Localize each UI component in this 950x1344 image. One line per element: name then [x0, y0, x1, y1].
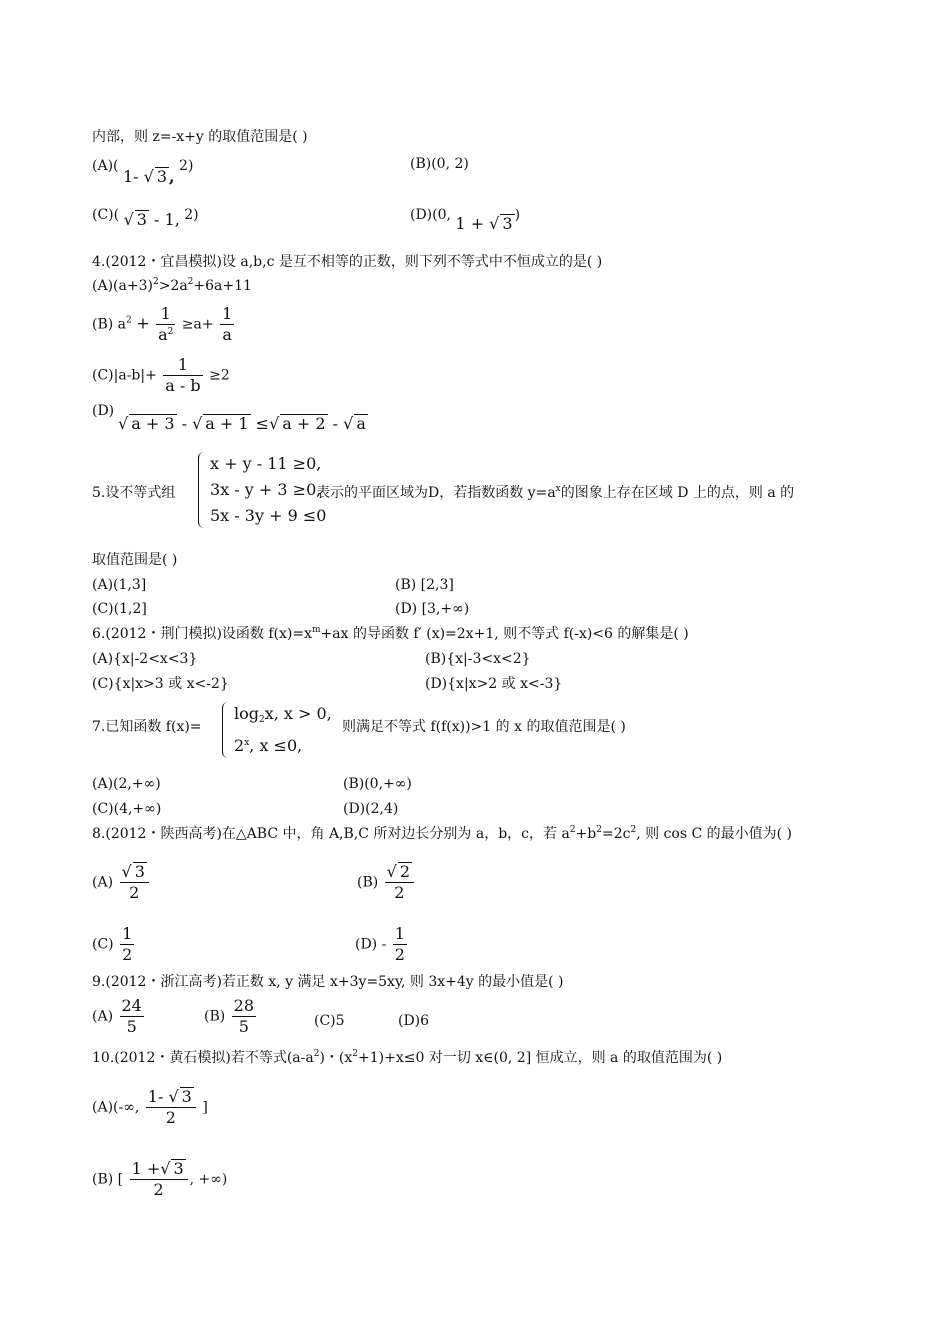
q4-option-d-label: (D) — [92, 403, 115, 419]
q5-option-d: (D) [3,+∞) — [395, 601, 470, 617]
q7-option-a: (A)(2,+∞) — [92, 776, 161, 792]
sqrt-radicand: 3 — [502, 214, 513, 233]
q5-inequality-system: x + y - 11 ≥0, 3x - y + 3 ≥0, 5x - 3y + 9 ≤0 — [198, 452, 318, 532]
q6-option-b: (B){x|-3<x<2} — [425, 651, 531, 667]
q10-option-b: (B) [ $\frac{1 +√ 3}{2}$ , +∞) — [92, 1159, 228, 1199]
q3-d-expr: 1 + √ 3 — [455, 214, 513, 233]
q7-piecewise: $\log_2x$, x > 0, 2$^x$, x ≤0, — [222, 702, 342, 762]
q4-stem: 4.(2012・宜昌模拟)设 a,b,c 是互不相等的正数，则下列不等式中不恒成立的是( ) — [92, 254, 603, 270]
q4-option-b: (B) $a^2$ + $\frac{1}{a^2}$ ≥a+ $\frac{1}{a}$ — [92, 304, 233, 344]
option-label: (A)( — [92, 158, 119, 174]
fraction: $\frac{28}{5}$ — [233, 996, 255, 1036]
q3-option-b: (B)(0, 2) — [410, 156, 469, 172]
q9-option-d: (D)6 — [398, 1013, 430, 1029]
fraction: $\frac{1}{a}$ — [222, 304, 233, 344]
q7-option-c: (C)(4,+∞) — [92, 801, 162, 817]
q8-option-b: (B) $\frac{√ 2}{2}$ — [357, 862, 416, 903]
fraction: $\frac{1 +√ 3}{2}$ — [130, 1159, 188, 1200]
sqrt-radicand: 3 — [156, 167, 168, 186]
q7-stem-after: 则满足不等式 f(f(x))>1 的 x 的取值范围是( ) — [342, 719, 626, 735]
q7-label: 7.已知函数 f(x)= — [92, 719, 202, 735]
q3-a-expr: 1- √ 3 , — [122, 167, 175, 186]
q5-option-a: (A)(1,3] — [92, 577, 147, 593]
q8-stem: 8.(2012・陕西高考)在△ABC 中，角 A,B,C 所对边长分别为 a，b，c，若 $a^2+b^2=2c^2$, 则 cos C 的最小值为( ) — [92, 825, 792, 842]
fraction: $\frac{1}{a - b}$ — [165, 355, 201, 395]
q9-option-c: (C)5 — [314, 1013, 345, 1029]
q5-option-c: (C)(1,2] — [92, 601, 147, 617]
q10-stem: 10.(2012・黄石模拟)若不等式$(a-a^2)$・$(x^2+1)+x\le 0$ 对一切 x∈(0, 2] 恒成立，则 a 的取值范围为( ) — [92, 1049, 723, 1066]
q9-stem: 9.(2012・浙江高考)若正数 x, y 满足 x+3y=5xy, 则 3x+4y 的最小值是( ) — [92, 974, 564, 990]
q9-option-b: (B) $\frac{28}{5}$ — [204, 996, 255, 1036]
fraction: $\frac{1}{2}$ — [394, 924, 405, 964]
q7-option-b: (B)(0,+∞) — [343, 776, 412, 792]
q6-stem: 6.(2012・荆门模拟)设函数 $f(x)=x^m+ax$ 的导函数 f′ (x)=2x+1, 则不等式 f(-x)<6 的解集是( ) — [92, 625, 689, 642]
q5-label: 5.设不等式组 — [92, 485, 176, 501]
brace-icon — [198, 452, 205, 528]
q5-stem-line2: 取值范围是( ) — [92, 552, 178, 568]
fraction: $\frac{√ 3}{2}$ — [120, 862, 149, 903]
fraction: $\frac{1}{2}$ — [122, 924, 133, 964]
q6-option-d: (D){x|x>2 或 x<-3} — [425, 676, 563, 692]
q5-option-b: (B) [2,3] — [395, 577, 454, 593]
sqrt-radicand: 3 — [136, 210, 147, 229]
q3-option-a: (A)( 1- √ 3 , 2) — [92, 158, 194, 186]
q5-stem-after: 表示的平面区域为D，若指数函数 $y=a^x$的图象上存在区域 D 上的点，则 a 的 — [316, 484, 795, 501]
q4-option-c: (C)|a-b|+ $\frac{1}{a - b}$ ≥2 — [92, 355, 230, 395]
fraction: $\frac{1}{a^2}$ — [158, 304, 174, 344]
q4-option-d: √ a + 3 - √ a + 1 ≤√ a + 2 - √ a — [118, 414, 366, 433]
q4-option-a: $(A)(a+3)^2>2a^2+6a+11$ — [92, 277, 252, 294]
brace-icon — [222, 702, 229, 758]
q3-option-c: (C)( √ 3 - 1, 2) — [92, 207, 199, 229]
q3-c-expr: √ 3 - 1, — [123, 210, 180, 229]
q6-option-c: (C){x|x>3 或 x<-2} — [92, 676, 229, 692]
fraction: $\frac{1- √ 3}{2}$ — [146, 1087, 196, 1128]
fraction: $\frac{24}{5}$ — [121, 996, 142, 1036]
q3-option-d: (D)(0, 1 + √ 3 ) — [410, 207, 521, 233]
intro-line: 内部，则 z=-x+y 的取值范围是( ) — [92, 129, 308, 145]
q8-option-a: (A) $\frac{√ 3}{2}$ — [92, 862, 151, 903]
q8-option-d: (D) - $\frac{1}{2}$ — [355, 924, 405, 964]
q10-option-a: (A)(-∞, $\frac{1- √ 3}{2}$ ] — [92, 1087, 208, 1127]
q6-option-a: (A){x|-2<x<3} — [92, 651, 198, 667]
q7-option-d: (D)(2,4) — [343, 801, 399, 817]
q9-option-a: (A) $\frac{24}{5}$ — [92, 996, 142, 1036]
fraction: $\frac{√ 2}{2}$ — [385, 862, 414, 903]
q8-option-c: (C) $\frac{1}{2}$ — [92, 924, 133, 964]
